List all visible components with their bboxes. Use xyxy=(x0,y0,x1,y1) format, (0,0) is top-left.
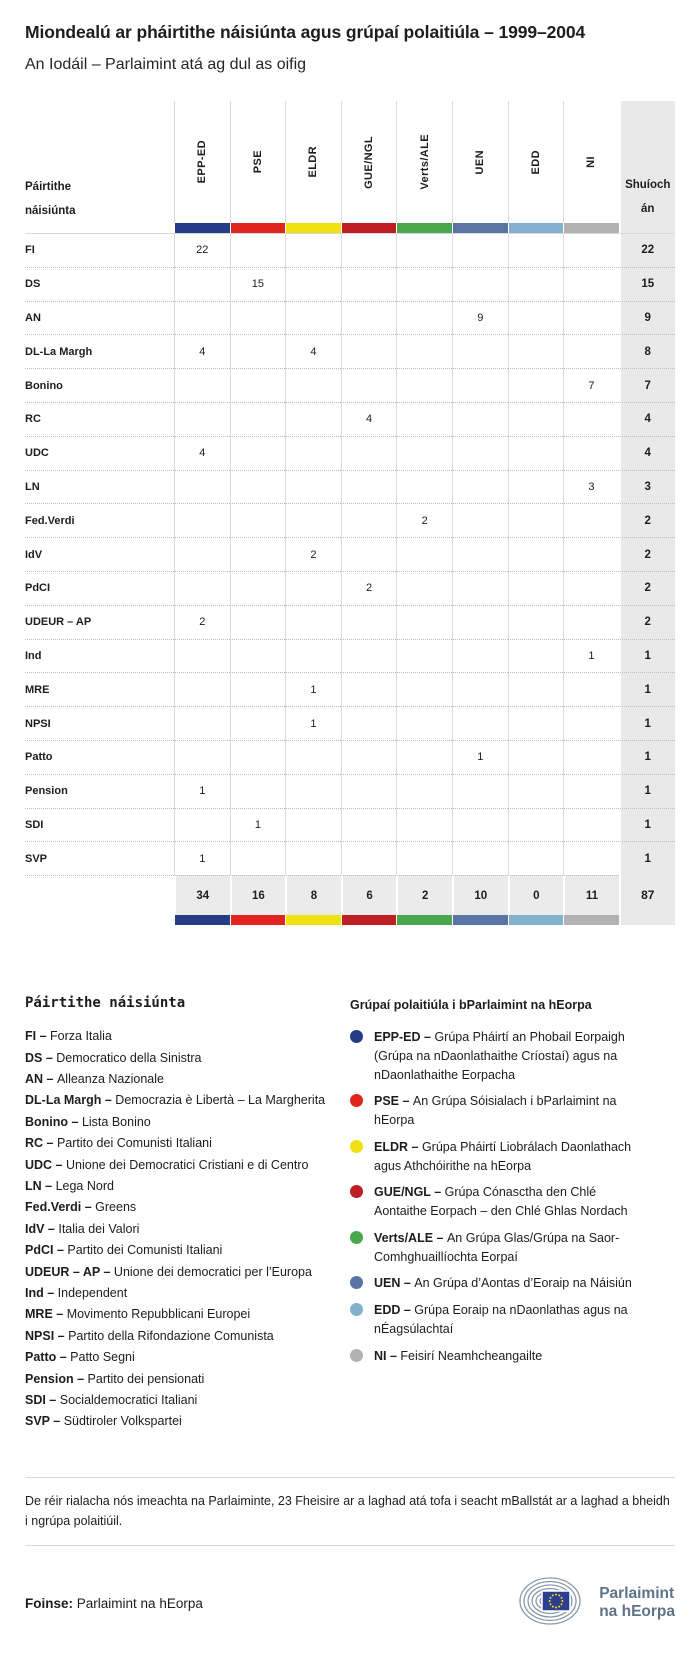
colorband-NI xyxy=(563,915,619,925)
colorband-GUE/NGL xyxy=(341,223,397,233)
party-legend-item: Patto – Patto Segni xyxy=(25,1350,135,1365)
source-line xyxy=(25,1596,203,1611)
seat-value-UEN xyxy=(452,841,508,875)
seat-value-EPP-ED xyxy=(174,672,230,706)
hemicycle-eu-flag-icon xyxy=(516,1572,590,1635)
seat-value-PSE xyxy=(230,605,286,639)
seat-value-Verts/ALE xyxy=(396,808,452,842)
column-total-ELDR: 8 xyxy=(285,875,341,915)
seat-value-EDD xyxy=(508,639,564,673)
seat-value-EPP-ED xyxy=(174,706,230,740)
seat-value-UEN: 1 xyxy=(452,740,508,774)
seat-value-Verts/ALE xyxy=(396,605,452,639)
seat-value-Verts/ALE xyxy=(396,436,452,470)
seat-value-Verts/ALE xyxy=(396,740,452,774)
party-label: RC xyxy=(25,402,174,436)
divider xyxy=(25,1477,675,1478)
row-total: 1 xyxy=(619,639,675,673)
seat-value-UEN xyxy=(452,233,508,267)
seat-value-EDD xyxy=(508,436,564,470)
group-header-ELDR: ELDR xyxy=(285,101,341,223)
seat-value-Verts/ALE xyxy=(396,470,452,504)
row-total: 4 xyxy=(619,402,675,436)
seat-value-ELDR xyxy=(285,233,341,267)
seat-value-Verts/ALE xyxy=(396,334,452,368)
column-total-EDD: 0 xyxy=(508,875,564,915)
legend-parties-list xyxy=(25,1026,350,1433)
seat-value-NI xyxy=(563,267,619,301)
seat-value-EPP-ED xyxy=(174,639,230,673)
party-legend-item: MRE – Movimento Repubblicani Europei xyxy=(25,1307,251,1322)
colorband-spacer xyxy=(25,223,174,233)
row-total: 9 xyxy=(619,301,675,335)
colorband-Verts/ALE xyxy=(396,223,452,233)
seat-value-PSE xyxy=(230,571,286,605)
seat-value-NI xyxy=(563,537,619,571)
seat-value-EDD xyxy=(508,774,564,808)
totals-spacer xyxy=(25,875,174,915)
seat-value-GUE/NGL xyxy=(341,537,397,571)
seat-value-ELDR xyxy=(285,774,341,808)
seat-value-GUE/NGL xyxy=(341,368,397,402)
seat-value-EDD xyxy=(508,672,564,706)
column-total-PSE: 16 xyxy=(230,875,286,915)
seat-value-EPP-ED xyxy=(174,301,230,335)
seat-value-ELDR xyxy=(285,301,341,335)
seat-value-EPP-ED xyxy=(174,740,230,774)
seat-value-GUE/NGL xyxy=(341,301,397,335)
seat-value-UEN xyxy=(452,436,508,470)
party-label: SVP xyxy=(25,841,174,875)
party-label: SDI xyxy=(25,808,174,842)
party-label: LN xyxy=(25,470,174,504)
seat-value-EDD xyxy=(508,503,564,537)
seat-value-GUE/NGL xyxy=(341,706,397,740)
party-legend-item: UDEUR – AP – Unione dei democratici per l’Europa xyxy=(25,1264,312,1279)
party-label: NPSI xyxy=(25,706,174,740)
group-legend-item: NI – Feisirí Neamhcheangailte xyxy=(350,1347,650,1366)
seat-value-NI xyxy=(563,605,619,639)
party-label: Bonino xyxy=(25,368,174,402)
group-header-EDD: EDD xyxy=(508,101,564,223)
colorband-seats xyxy=(619,223,675,233)
seat-value-PSE xyxy=(230,334,286,368)
seat-value-ELDR xyxy=(285,267,341,301)
party-legend-item: SDI – Socialdemocratici Italiani xyxy=(25,1393,198,1408)
seat-value-EDD xyxy=(508,233,564,267)
colorband-UEN xyxy=(452,915,508,925)
seat-value-ELDR xyxy=(285,808,341,842)
colorband-PSE xyxy=(230,223,286,233)
seat-value-EDD xyxy=(508,605,564,639)
seat-value-EDD xyxy=(508,334,564,368)
party-label: Patto xyxy=(25,740,174,774)
seat-value-UEN xyxy=(452,706,508,740)
seat-value-GUE/NGL xyxy=(341,639,397,673)
colorband-EDD xyxy=(508,223,564,233)
seat-value-NI xyxy=(563,334,619,368)
seat-value-GUE/NGL: 2 xyxy=(341,571,397,605)
seat-value-Verts/ALE xyxy=(396,301,452,335)
seat-value-EPP-ED: 1 xyxy=(174,774,230,808)
seat-value-ELDR xyxy=(285,605,341,639)
seat-value-Verts/ALE xyxy=(396,537,452,571)
seat-value-NI xyxy=(563,571,619,605)
row-total: 7 xyxy=(619,368,675,402)
seat-value-ELDR: 1 xyxy=(285,672,341,706)
row-total: 2 xyxy=(619,571,675,605)
seat-value-EPP-ED xyxy=(174,402,230,436)
party-label: DL-La Margh xyxy=(25,334,174,368)
seat-value-NI xyxy=(563,503,619,537)
legend-groups-list xyxy=(350,1028,650,1365)
row-total: 2 xyxy=(619,503,675,537)
seat-value-Verts/ALE xyxy=(396,402,452,436)
seat-value-UEN xyxy=(452,267,508,301)
row-total: 1 xyxy=(619,841,675,875)
seat-value-ELDR: 1 xyxy=(285,706,341,740)
party-legend-item: UDC – Unione dei Democratici Cristiani e di Centro xyxy=(25,1157,309,1172)
group-header-PSE: PSE xyxy=(230,101,286,223)
group-legend-item: ELDR – Grúpa Pháirtí Liobrálach Daonlathach agus Athchóirithe na hEorpa xyxy=(350,1138,650,1176)
group-color-dot-icon xyxy=(350,1094,363,1107)
seats-header: Shuíochán xyxy=(619,101,675,223)
seat-value-NI xyxy=(563,301,619,335)
seat-value-EDD xyxy=(508,841,564,875)
seat-value-PSE xyxy=(230,774,286,808)
logo-wordmark: Parlaimint na hEorpa xyxy=(599,1585,675,1621)
legend-parties-title: Páirtithe náisiúnta xyxy=(25,995,186,1012)
seat-value-ELDR xyxy=(285,470,341,504)
seat-value-NI xyxy=(563,233,619,267)
seat-value-UEN xyxy=(452,639,508,673)
row-total: 4 xyxy=(619,436,675,470)
seat-value-UEN xyxy=(452,774,508,808)
seat-value-PSE xyxy=(230,436,286,470)
seat-value-PSE xyxy=(230,233,286,267)
seat-value-NI xyxy=(563,774,619,808)
column-total-EPP-ED: 34 xyxy=(174,875,230,915)
seat-value-Verts/ALE xyxy=(396,841,452,875)
seat-value-EDD xyxy=(508,368,564,402)
group-header-UEN: UEN xyxy=(452,101,508,223)
page-title: Miondealú ar pháirtithe náisiúnta agus grúpaí polaitiúla – 1999–2004 xyxy=(25,22,586,42)
party-legend-item: Pension – Partito dei pensionati xyxy=(25,1371,205,1386)
group-legend-item: PSE – An Grúpa Sóisialach i bParlaimint na hEorpa xyxy=(350,1092,650,1130)
seat-value-GUE/NGL: 4 xyxy=(341,402,397,436)
group-header-Verts/ALE: Verts/ALE xyxy=(396,101,452,223)
party-legend-item: Fed.Verdi – Greens xyxy=(25,1200,137,1215)
seat-value-UEN xyxy=(452,368,508,402)
group-color-dot-icon xyxy=(350,1185,363,1198)
grand-total: 87 xyxy=(619,875,675,915)
seat-value-UEN xyxy=(452,503,508,537)
source-label: Foinse: xyxy=(25,1595,74,1611)
seat-value-EDD xyxy=(508,537,564,571)
colorband-seats xyxy=(619,915,675,925)
party-legend-item: AN – Alleanza Nazionale xyxy=(25,1071,164,1086)
seat-value-GUE/NGL xyxy=(341,605,397,639)
party-label: IdV xyxy=(25,537,174,571)
seat-value-Verts/ALE: 2 xyxy=(396,503,452,537)
party-legend-item: NPSI – Partito della Rifondazione Comunista xyxy=(25,1328,274,1343)
seat-value-UEN xyxy=(452,470,508,504)
seat-value-EDD xyxy=(508,808,564,842)
seat-value-UEN xyxy=(452,808,508,842)
seat-value-UEN: 9 xyxy=(452,301,508,335)
seats-table xyxy=(25,101,675,925)
seat-value-Verts/ALE xyxy=(396,233,452,267)
seat-value-Verts/ALE xyxy=(396,672,452,706)
seat-value-EPP-ED: 1 xyxy=(174,841,230,875)
seat-value-EPP-ED xyxy=(174,571,230,605)
seat-value-GUE/NGL xyxy=(341,503,397,537)
seat-value-Verts/ALE xyxy=(396,706,452,740)
seat-value-PSE xyxy=(230,301,286,335)
party-legend-item: FI – Forza Italia xyxy=(25,1029,112,1044)
seat-value-ELDR: 4 xyxy=(285,334,341,368)
party-label: Fed.Verdi xyxy=(25,503,174,537)
seat-value-Verts/ALE xyxy=(396,639,452,673)
group-legend-item: UEN – An Grúpa d’Aontas d’Eoraip na Náisiún xyxy=(350,1274,650,1293)
group-color-dot-icon xyxy=(350,1231,363,1244)
seat-value-EDD xyxy=(508,571,564,605)
seat-value-ELDR: 2 xyxy=(285,537,341,571)
seat-value-EPP-ED: 22 xyxy=(174,233,230,267)
seat-value-PSE xyxy=(230,740,286,774)
colorband-EPP-ED xyxy=(174,915,230,925)
seat-value-ELDR xyxy=(285,402,341,436)
seat-value-NI xyxy=(563,841,619,875)
party-label: Pension xyxy=(25,774,174,808)
seat-value-EPP-ED: 2 xyxy=(174,605,230,639)
seat-value-EDD xyxy=(508,267,564,301)
seat-value-NI xyxy=(563,808,619,842)
row-total: 2 xyxy=(619,537,675,571)
seat-value-UEN xyxy=(452,571,508,605)
party-legend-item: PdCI – Partito dei Comunisti Italiani xyxy=(25,1243,223,1258)
seat-value-NI xyxy=(563,740,619,774)
seat-value-EPP-ED xyxy=(174,537,230,571)
colorband-Verts/ALE xyxy=(396,915,452,925)
group-legend-item: Verts/ALE – An Grúpa Glas/Grúpa na Saor-Comhghuaillíochta Eorpaí xyxy=(350,1229,650,1267)
group-header-GUE/NGL: GUE/NGL xyxy=(341,101,397,223)
party-legend-item: Ind – Independent xyxy=(25,1286,128,1301)
seat-value-GUE/NGL xyxy=(341,808,397,842)
party-legend-item: Bonino – Lista Bonino xyxy=(25,1114,151,1129)
party-legend-item: LN – Lega Nord xyxy=(25,1178,114,1193)
colorband-NI xyxy=(563,223,619,233)
group-color-dot-icon xyxy=(350,1349,363,1362)
seat-value-PSE xyxy=(230,537,286,571)
seat-value-PSE xyxy=(230,639,286,673)
legend-groups-title: Grúpaí polaitiúla i bParlaimint na hEorpa xyxy=(350,998,592,1013)
column-total-UEN: 10 xyxy=(452,875,508,915)
source-value: Parlaimint na hEorpa xyxy=(76,1595,203,1611)
party-legend-item: SVP – Südtiroler Volkspartei xyxy=(25,1414,182,1429)
seat-value-NI: 1 xyxy=(563,639,619,673)
page-subtitle: An Iodáil – Parlaimint atá ag dul as oifig xyxy=(25,56,307,73)
colorband-PSE xyxy=(230,915,286,925)
seat-value-Verts/ALE xyxy=(396,571,452,605)
column-total-NI: 11 xyxy=(563,875,619,915)
seat-value-ELDR xyxy=(285,368,341,402)
party-legend-item: DS – Democratico della Sinistra xyxy=(25,1050,202,1065)
colorband-ELDR xyxy=(285,223,341,233)
seat-value-NI xyxy=(563,672,619,706)
seat-value-EDD xyxy=(508,706,564,740)
group-legend-item: EDD – Grúpa Eoraip na nDaonlathas agus na nÉagsúlachtaí xyxy=(350,1301,650,1339)
footer xyxy=(25,1572,675,1635)
seat-value-EDD xyxy=(508,740,564,774)
seat-value-EPP-ED: 4 xyxy=(174,334,230,368)
row-total: 3 xyxy=(619,470,675,504)
seat-value-ELDR xyxy=(285,571,341,605)
seat-value-EPP-ED xyxy=(174,267,230,301)
group-header-EPP-ED: EPP-ED xyxy=(174,101,230,223)
group-header-NI: NI xyxy=(563,101,619,223)
seat-value-PSE xyxy=(230,368,286,402)
party-label: FI xyxy=(25,233,174,267)
legend-national-parties xyxy=(25,995,350,1433)
seat-value-GUE/NGL xyxy=(341,672,397,706)
seat-value-GUE/NGL xyxy=(341,470,397,504)
party-legend-item: DL-La Margh – Democrazia è Libertà – La Margherita xyxy=(25,1093,326,1108)
seat-value-ELDR xyxy=(285,740,341,774)
seat-value-EPP-ED xyxy=(174,470,230,504)
seat-value-ELDR xyxy=(285,436,341,470)
colorband-UEN xyxy=(452,223,508,233)
seat-value-ELDR xyxy=(285,639,341,673)
seat-value-GUE/NGL xyxy=(341,233,397,267)
column-total-GUE/NGL: 6 xyxy=(341,875,397,915)
seat-value-EDD xyxy=(508,402,564,436)
party-legend-item: IdV – Italia dei Valori xyxy=(25,1221,140,1236)
party-legend-item: RC – Partito dei Comunisti Italiani xyxy=(25,1136,212,1151)
seat-value-NI xyxy=(563,436,619,470)
row-total: 1 xyxy=(619,808,675,842)
party-label: PdCI xyxy=(25,571,174,605)
seat-value-UEN xyxy=(452,402,508,436)
seat-value-GUE/NGL xyxy=(341,436,397,470)
seat-value-GUE/NGL xyxy=(341,774,397,808)
divider xyxy=(25,1545,675,1546)
party-label: DS xyxy=(25,267,174,301)
seat-value-GUE/NGL xyxy=(341,334,397,368)
party-label: MRE xyxy=(25,672,174,706)
seat-value-UEN xyxy=(452,334,508,368)
party-label: UDC xyxy=(25,436,174,470)
seat-value-Verts/ALE xyxy=(396,774,452,808)
seat-value-NI: 7 xyxy=(563,368,619,402)
group-color-dot-icon xyxy=(350,1276,363,1289)
row-total: 1 xyxy=(619,740,675,774)
seat-value-EPP-ED xyxy=(174,503,230,537)
row-total: 1 xyxy=(619,706,675,740)
seat-value-UEN xyxy=(452,672,508,706)
group-color-dot-icon xyxy=(350,1303,363,1316)
footnote: De réir rialacha nós imeachta na Parlaiminte, 23 Fheisire ar a laghad atá tofa i seacht mBallstát ar a laghad a bheidh i ngrúpa polaitiúil. xyxy=(25,1493,670,1528)
seat-value-ELDR xyxy=(285,841,341,875)
group-legend-item: GUE/NGL – Grúpa Cónasctha den Chlé Aontaithe Eorpach – den Chlé Ghlas Nordach xyxy=(350,1183,650,1221)
colorband-EDD xyxy=(508,915,564,925)
seat-value-Verts/ALE xyxy=(396,267,452,301)
row-total: 8 xyxy=(619,334,675,368)
colorband-ELDR xyxy=(285,915,341,925)
seat-value-UEN xyxy=(452,537,508,571)
row-total: 2 xyxy=(619,605,675,639)
colorband-spacer xyxy=(25,915,174,925)
seat-value-PSE xyxy=(230,706,286,740)
colorband-EPP-ED xyxy=(174,223,230,233)
party-label: AN xyxy=(25,301,174,335)
legend-political-groups xyxy=(350,995,650,1433)
seat-value-EPP-ED xyxy=(174,368,230,402)
group-color-dot-icon xyxy=(350,1030,363,1043)
group-legend-item: EPP-ED – Grúpa Pháirtí an Phobail Eorpaigh (Grúpa na nDaonlathaithe Críostaí) agus na nDaonlathaithe Eorpacha xyxy=(350,1028,650,1084)
seat-value-PSE xyxy=(230,672,286,706)
seat-value-GUE/NGL xyxy=(341,740,397,774)
seat-value-EDD xyxy=(508,470,564,504)
row-total: 15 xyxy=(619,267,675,301)
group-color-dot-icon xyxy=(350,1140,363,1153)
seat-value-EPP-ED: 4 xyxy=(174,436,230,470)
seat-value-UEN xyxy=(452,605,508,639)
legends-section xyxy=(25,995,675,1433)
seat-value-EDD xyxy=(508,301,564,335)
seat-value-Verts/ALE xyxy=(396,368,452,402)
row-total: 1 xyxy=(619,672,675,706)
seat-value-GUE/NGL xyxy=(341,841,397,875)
seat-value-PSE: 1 xyxy=(230,808,286,842)
colorband-GUE/NGL xyxy=(341,915,397,925)
seat-value-PSE: 15 xyxy=(230,267,286,301)
seat-value-EPP-ED xyxy=(174,808,230,842)
seat-value-NI xyxy=(563,402,619,436)
column-total-Verts/ALE: 2 xyxy=(396,875,452,915)
seat-value-PSE xyxy=(230,841,286,875)
european-parliament-logo xyxy=(516,1572,675,1635)
seat-value-NI xyxy=(563,706,619,740)
seat-value-PSE xyxy=(230,470,286,504)
seat-value-GUE/NGL xyxy=(341,267,397,301)
seat-value-ELDR xyxy=(285,503,341,537)
seat-value-NI: 3 xyxy=(563,470,619,504)
seat-value-PSE xyxy=(230,402,286,436)
party-label: Ind xyxy=(25,639,174,673)
seat-value-PSE xyxy=(230,503,286,537)
row-header: Páirtithe náisiúnta xyxy=(25,180,76,217)
party-label: UDEUR – AP xyxy=(25,605,174,639)
row-total: 1 xyxy=(619,774,675,808)
row-total: 22 xyxy=(619,233,675,267)
